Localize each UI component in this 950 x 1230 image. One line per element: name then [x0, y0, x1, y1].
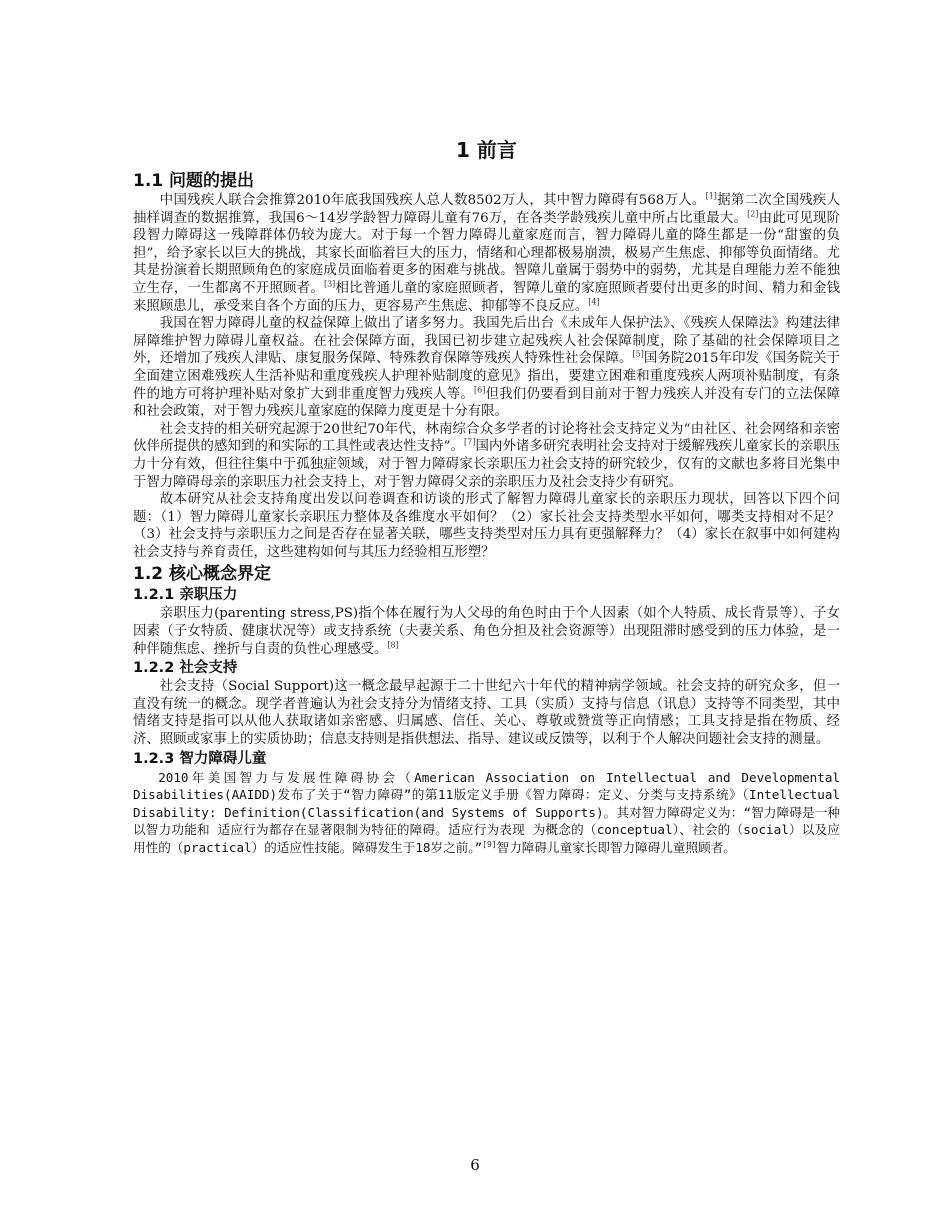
chapter-title: 1 前言: [456, 138, 517, 162]
section-heading-1-2-2: 1.2.2 社会支持: [133, 660, 238, 677]
citation-4[interactable]: [4]: [588, 297, 600, 307]
paragraph-intellectual-disability: 2010年美国智力与发展性障碍协会（American Association on Intellectual and Developmental Disabilities(AAIDD)发布了关于“智力障碍”的第11版定义手册《智力障碍：定义、分类与支持系统》（Intellectual Disability: Definition(Classification(and Systems of Supports)。其对智力障碍定义为：“智力障碍是一种以智力功能和 适应行为都存在显著限制为特征的障碍。适应行为表现 为概念的（conceptual）、社会的（social）以及应用性的（practical）的适应性技能。障碍发生于18岁之前。”[9]智力障碍儿童家长即智力障碍儿童照顾者。: [133, 769, 840, 855]
citation-2[interactable]: [2]: [747, 209, 759, 219]
citation-9[interactable]: [9]: [482, 839, 497, 849]
citation-1[interactable]: [1]: [705, 191, 717, 201]
citation-7[interactable]: [7]: [464, 437, 476, 447]
section-heading-1-1: 1.1 问题的提出: [133, 171, 255, 191]
paragraph-social-support: 社会支持（Social Support)这一概念最早起源于二十世纪六十年代的精神病学领域。社会支持的研究众多，但一直没有统一的概念。现学者普遍认为社会支持分为情绪支持、工具（实质）支持与信息（讯息）支持等不同类型，其中情绪支持是指可以从他人获取诸如亲密感、归属感、信任、关心、尊敬或赞赏等正向情感；工具支持是指在物质、经济、照顾或家事上的实质协助；信息支持则是指供想法、指导、建议或反馈等，以利于个人解决问题社会支持的测量。: [133, 679, 840, 748]
section-heading-1-2: 1.2 核心概念界定: [133, 564, 272, 585]
paragraph-1: 中国残疾人联合会推算2010年底我国残疾人总人数8502万人，其中智力障碍有568万人。[1]据第二次全国残疾人抽样调查的数据推算，我国6～14岁学龄智力障碍儿童有76万，在各类学龄残疾儿童中所占比重最大。[2]由此可见现阶段智力障碍这一残障群体仍较为庞大。对于每一个智力障碍儿童家庭而言，智力障碍儿童的降生都是一份“甜蜜的负担”，给予家长以巨大的挑战，其家长面临着巨大的压力，情绪和心理都极易崩溃，极易产生焦虑、抑郁等负面情绪。尤其是扮演着长期照顾角色的家庭成员面临着更多的困难与挑战。智障儿童属于弱势中的弱势，尤其是自理能力差不能独立生存，一生都离不开照顾者。[3]相比普通儿童的家庭照顾者，智障儿童的家庭照顾者要付出更多的时间、精力和金钱来照顾患儿，承受来自各个方面的压力，更容易产生焦虑、抑郁等不良反应。[4]: [133, 191, 841, 314]
paragraph-4: 故本研究从社会支持角度出发以问卷调查和访谈的形式了解智力障碍儿童家长的亲职压力现状，回答以下四个问题：（1）智力障碍儿童家长亲职压力整体及各维度水平如何？（2）家长社会支持类型水平如何，哪类支持相对不足？（3）社会支持与亲职压力之间是否存在显著关联，哪些支持类型对压力具有更强解释力？（4）家长在叙事中如何建构社会支持与养育责任，这些建构如何与其压力经验相互形塑？: [133, 492, 840, 560]
section-1-1: [133, 170, 840, 857]
paragraph-parenting-stress: 亲职压力(parenting stress,PS)指个体在履行为人父母的角色时由于个人因素（如个人特质、成长背景等）、子女因素（子女特质、健康状况等）或支持系统（夫妻关系、角色分担及社会资源等）出现阻滞时感受到的压力体验，是一种伴随焦虑、挫折与自责的负性心理感受。[8]: [133, 606, 840, 657]
citation-3[interactable]: [3]: [323, 279, 336, 289]
citation-6[interactable]: [6]: [474, 385, 486, 395]
section-heading-1-2-3: 1.2.3 智力障碍儿童: [133, 750, 267, 767]
citation-5[interactable]: [5]: [632, 349, 644, 359]
paragraph-3: 社会支持的相关研究起源于20世纪70年代，林南综合众多学者的讨论将社会支持定义为“由社区、社会网络和亲密伙伴所提供的感知到的和实际的工具性或表达性支持”。[7]国内外诸多研究表明社会支持对于缓解残疾儿童家长的亲职压力十分有效，但往往集中于孤独症领域，对于智力障碍家长亲职压力社会支持的研究较少，仅有的文献也多将目光集中于智力障碍母亲的亲职压力社会支持上，对于智力障碍父亲的亲职压力及社会支持少有研究。: [133, 421, 840, 490]
citation-8[interactable]: [8]: [387, 640, 399, 650]
section-heading-1-2-1: 1.2.1 亲职压力: [133, 587, 238, 604]
page-number: 6: [470, 1156, 480, 1174]
paragraph-2: 我国在智力障碍儿童的权益保障上做出了诸多努力。我国先后出台《未成年人保护法》、《残疾人保障法》构建法律屏障维护智力障碍儿童权益。在社会保障方面，我国已初步建立起残疾人社会保障制度，除了基础的社会保障项目之外，还增加了残疾人津贴、康复服务保障、特殊教育保障等残疾人特殊性社会保障。[5]国务院2015年印发《国务院关于全面建立困难残疾人生活补贴和重度残疾人护理补贴制度的意见》指出，要建立困难和重度残疾人两项补贴制度，有条件的地方可将护理补贴对象扩大到非重度智力残疾人等。[6]但我们仍要看到目前对于智力残疾人并没有专门的立法保障和社会政策，对于智力残疾儿童家庭的保障力度更是十分有限。: [133, 316, 841, 420]
